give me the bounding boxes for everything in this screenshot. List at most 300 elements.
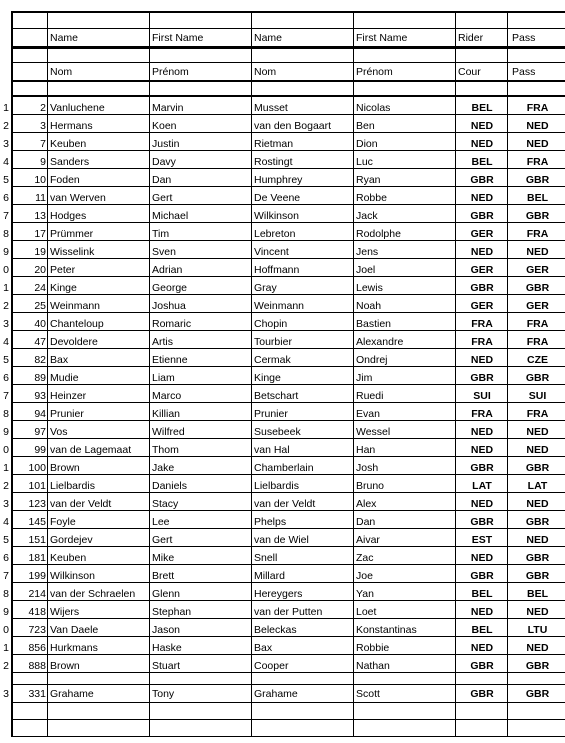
passenger-first-name: Aivar	[356, 534, 380, 546]
passenger-last-name: Lebreton	[254, 228, 296, 240]
row-index: 2	[3, 120, 9, 132]
row-index: 8	[3, 588, 9, 600]
horizontal-rule	[11, 95, 565, 97]
passenger-nationality: NED	[526, 426, 549, 438]
passenger-first-name: Alexandre	[356, 336, 404, 348]
passenger-last-name: Humphrey	[254, 174, 303, 186]
rider-number: 11	[35, 192, 46, 204]
row-index: 5	[3, 354, 9, 366]
vertical-rule	[251, 11, 252, 737]
rider-first-name: Dan	[152, 174, 172, 186]
rider-number: 13	[34, 210, 46, 222]
rider-last-name: Heinzer	[50, 390, 87, 402]
rider-last-name: Hermans	[50, 120, 93, 132]
header-name-1: Name	[50, 32, 79, 44]
horizontal-rule	[11, 80, 565, 82]
rider-first-name: Lee	[152, 516, 170, 528]
row-index: 9	[3, 426, 9, 438]
passenger-nationality: CZE	[527, 354, 548, 366]
passenger-nationality: NED	[526, 444, 549, 456]
row-index: 4	[3, 156, 9, 168]
rider-last-name: Grahame	[50, 688, 94, 700]
rider-last-name: Vos	[50, 426, 68, 438]
rider-number: 888	[28, 660, 46, 672]
rider-number: 7	[40, 138, 46, 150]
rider-last-name: van Werven	[50, 192, 106, 204]
passenger-first-name: Nicolas	[356, 102, 391, 114]
header-first-name-2: First Name	[356, 32, 408, 44]
horizontal-rule	[11, 736, 565, 737]
rider-first-name: Stacy	[152, 498, 179, 510]
horizontal-rule	[11, 222, 565, 223]
passenger-last-name: Tourbier	[254, 336, 292, 348]
header-nom-2: Nom	[254, 66, 277, 78]
passenger-last-name: Rietman	[254, 138, 294, 150]
rider-first-name: Marco	[152, 390, 182, 402]
passenger-nationality: NED	[526, 246, 549, 258]
rider-first-name: Haske	[152, 642, 182, 654]
passenger-last-name: Chamberlain	[254, 462, 314, 474]
passenger-nationality: GBR	[525, 688, 550, 700]
row-index: 1	[3, 282, 9, 294]
horizontal-rule	[11, 438, 565, 439]
passenger-first-name: Ryan	[356, 174, 381, 186]
row-index: 0	[3, 444, 9, 456]
horizontal-rule	[11, 474, 565, 475]
passenger-nationality: LAT	[527, 480, 548, 492]
passenger-last-name: Lielbardis	[254, 480, 299, 492]
passenger-last-name: Snell	[254, 552, 278, 564]
horizontal-rule	[11, 294, 565, 295]
rider-last-name: Sanders	[50, 156, 90, 168]
horizontal-rule	[11, 348, 565, 349]
header-name-2: Name	[254, 32, 283, 44]
table-row-extra	[0, 685, 565, 703]
rider-last-name: Peter	[50, 264, 76, 276]
rider-nationality: NED	[470, 120, 494, 132]
rider-last-name: Foyle	[50, 516, 76, 528]
horizontal-rule	[11, 114, 565, 115]
rider-nationality: NED	[470, 246, 494, 258]
rider-first-name: Daniels	[152, 480, 188, 492]
horizontal-rule	[11, 618, 565, 619]
passenger-first-name: Loet	[356, 606, 377, 618]
rider-last-name: Gordejev	[50, 534, 93, 546]
passenger-last-name: Prunier	[254, 408, 288, 420]
passenger-nationality: BEL	[527, 588, 548, 600]
passenger-nationality: GBR	[525, 552, 550, 564]
passenger-first-name: Ondrej	[356, 354, 388, 366]
row-index: 0	[3, 624, 9, 636]
rider-number: 89	[34, 372, 46, 384]
passenger-first-name: Zac	[356, 552, 374, 564]
rider-number: 418	[28, 606, 46, 618]
row-index: 6	[3, 372, 9, 384]
rider-number: 25	[34, 300, 46, 312]
passenger-nationality: FRA	[526, 102, 549, 114]
horizontal-rule	[11, 132, 565, 133]
row-index: 5	[3, 174, 9, 186]
rider-number: 47	[34, 336, 46, 348]
rider-last-name: Wilkinson	[50, 570, 95, 582]
rider-number: 199	[28, 570, 46, 582]
passenger-first-name: Jack	[356, 210, 378, 222]
rider-nationality: BEL	[471, 624, 493, 636]
passenger-nationality: GBR	[525, 282, 550, 294]
passenger-first-name: Noah	[356, 300, 382, 312]
passenger-last-name: Rostingt	[254, 156, 293, 168]
rider-first-name: Joshua	[152, 300, 186, 312]
rider-number: 123	[28, 498, 46, 510]
horizontal-rule	[11, 600, 565, 601]
rider-nationality: NED	[470, 354, 494, 366]
horizontal-rule	[11, 564, 565, 565]
vertical-rule	[455, 11, 456, 737]
passenger-first-name: Ruedi	[356, 390, 384, 402]
row-index: 6	[3, 552, 9, 564]
row-index: 3	[3, 498, 9, 510]
horizontal-rule	[11, 186, 565, 187]
row-index: 2	[3, 480, 9, 492]
horizontal-rule	[11, 384, 565, 385]
rider-last-name: Foden	[50, 174, 80, 186]
rider-first-name: Artis	[152, 336, 173, 348]
row-index: 2	[3, 660, 9, 672]
rider-last-name: van de Lagemaat	[50, 444, 132, 456]
header-pass-fr: Pass	[512, 66, 536, 78]
rider-nationality: GBR	[470, 174, 494, 186]
rider-last-name: Keuben	[50, 138, 87, 150]
rider-nationality: NED	[470, 138, 494, 150]
rider-first-name: Brett	[152, 570, 175, 582]
rider-number: 9	[40, 156, 46, 168]
horizontal-rule	[11, 168, 565, 169]
passenger-first-name: Dion	[356, 138, 378, 150]
passenger-first-name: Wessel	[356, 426, 391, 438]
row-index: 1	[3, 102, 9, 114]
rider-first-name: Jake	[152, 462, 175, 474]
rider-first-name: Romaric	[152, 318, 192, 330]
horizontal-rule	[11, 366, 565, 367]
passenger-nationality: GER	[526, 264, 549, 276]
rider-last-name: Brown	[50, 462, 80, 474]
vertical-rule	[11, 11, 13, 737]
rider-nationality: BEL	[471, 588, 493, 600]
horizontal-rule	[11, 582, 565, 583]
rider-last-name: Keuben	[50, 552, 87, 564]
rider-last-name: Vanluchene	[50, 102, 105, 114]
row-index: 7	[3, 390, 9, 402]
row-index: 4	[3, 516, 9, 528]
passenger-first-name: Scott	[356, 688, 380, 700]
rider-first-name: Sven	[152, 246, 176, 258]
rider-nationality: NED	[470, 642, 494, 654]
passenger-nationality: NED	[526, 534, 549, 546]
passenger-first-name: Jim	[356, 372, 373, 384]
passenger-nationality: NED	[526, 138, 549, 150]
header-prenom-1: Prénom	[152, 66, 189, 78]
row-index: 1	[3, 642, 9, 654]
passenger-last-name: Musset	[254, 102, 288, 114]
rider-number: 3	[40, 120, 46, 132]
rider-number: 2	[40, 102, 46, 114]
passenger-first-name: Nathan	[356, 660, 390, 672]
rider-first-name: Tony	[152, 688, 175, 700]
rider-number: 856	[28, 642, 46, 654]
rider-first-name: Jason	[152, 624, 181, 636]
rider-first-name: Gert	[152, 192, 173, 204]
rider-last-name: Hurkmans	[50, 642, 98, 654]
rider-number: 99	[34, 444, 46, 456]
row-index: 3	[3, 138, 9, 150]
passenger-last-name: Grahame	[254, 688, 298, 700]
rider-last-name: Chanteloup	[50, 318, 104, 330]
rider-nationality: EST	[471, 534, 493, 546]
rider-number: 723	[28, 624, 46, 636]
row-index: 7	[3, 570, 9, 582]
rider-number: 94	[34, 408, 46, 420]
passenger-nationality: NED	[526, 606, 549, 618]
rider-number: 20	[34, 264, 46, 276]
passenger-first-name: Dan	[356, 516, 376, 528]
rider-last-name: Kinge	[50, 282, 77, 294]
rider-number: 100	[28, 462, 46, 474]
header-pass: Pass	[512, 32, 536, 44]
rider-last-name: Mudie	[50, 372, 79, 384]
passenger-nationality: LTU	[527, 624, 548, 636]
rider-nationality: NED	[470, 552, 494, 564]
passenger-first-name: Lewis	[356, 282, 383, 294]
rider-nationality: FRA	[471, 408, 493, 420]
passenger-last-name: Vincent	[254, 246, 289, 258]
row-index: 2	[3, 300, 9, 312]
passenger-nationality: GBR	[525, 174, 550, 186]
row-index: 5	[3, 534, 9, 546]
rider-nationality: FRA	[471, 336, 493, 348]
rider-nationality: GER	[470, 228, 494, 240]
horizontal-rule	[11, 330, 565, 331]
passenger-last-name: Beleckas	[254, 624, 297, 636]
rider-first-name: Thom	[152, 444, 179, 456]
rider-number: 82	[34, 354, 46, 366]
header-first-name-1: First Name	[152, 32, 204, 44]
passenger-last-name: Weinmann	[254, 300, 304, 312]
rider-first-name: Glenn	[152, 588, 181, 600]
passenger-nationality: GBR	[525, 372, 550, 384]
passenger-nationality: NED	[526, 120, 549, 132]
rider-nationality: BEL	[471, 156, 493, 168]
passenger-last-name: Cooper	[254, 660, 289, 672]
row-index: 9	[3, 246, 9, 258]
horizontal-rule	[11, 636, 565, 637]
rider-number: 214	[28, 588, 46, 600]
horizontal-rule	[11, 420, 565, 421]
passenger-first-name: Josh	[356, 462, 379, 474]
vertical-rule	[47, 11, 48, 737]
row-index: 9	[3, 606, 9, 618]
rider-first-name: Gert	[152, 534, 173, 546]
passenger-nationality: GBR	[525, 462, 550, 474]
rider-first-name: Killian	[152, 408, 181, 420]
passenger-nationality: FRA	[526, 336, 549, 348]
rider-last-name: Prümmer	[50, 228, 94, 240]
header-nom-1: Nom	[50, 66, 73, 78]
passenger-first-name: Evan	[356, 408, 380, 420]
rider-last-name: Van Daele	[50, 624, 99, 636]
horizontal-rule	[11, 546, 565, 547]
passenger-nationality: GBR	[525, 660, 550, 672]
rider-first-name: Stuart	[152, 660, 181, 672]
rider-nationality: GBR	[470, 516, 494, 528]
passenger-last-name: Betschart	[254, 390, 299, 402]
rider-nationality: NED	[470, 426, 494, 438]
passenger-last-name: Kinge	[254, 372, 281, 384]
header-row-french	[0, 63, 565, 81]
rider-number: 19	[34, 246, 46, 258]
passenger-first-name: Robbie	[356, 642, 390, 654]
passenger-last-name: Hoffmann	[254, 264, 300, 276]
rider-number: 40	[34, 318, 46, 330]
rider-nationality: GER	[470, 264, 494, 276]
passenger-nationality: NED	[526, 642, 549, 654]
rider-last-name: Wijers	[50, 606, 80, 618]
passenger-first-name: Bruno	[356, 480, 385, 492]
rider-number: 101	[28, 480, 46, 492]
rider-first-name: Liam	[152, 372, 175, 384]
horizontal-rule	[11, 684, 565, 685]
horizontal-rule	[11, 510, 565, 511]
horizontal-rule	[11, 456, 565, 457]
rider-nationality: GBR	[470, 372, 494, 384]
passenger-nationality: GER	[526, 300, 549, 312]
passenger-nationality: NED	[526, 498, 549, 510]
passenger-first-name: Ben	[356, 120, 375, 132]
row-index: 1	[3, 462, 9, 474]
rider-number: 10	[34, 174, 46, 186]
horizontal-rule	[11, 204, 565, 205]
horizontal-rule	[11, 719, 565, 720]
horizontal-rule	[11, 46, 565, 49]
passenger-last-name: van den Bogaart	[254, 120, 332, 132]
passenger-last-name: Susebeek	[254, 426, 301, 438]
rider-nationality: NED	[470, 498, 494, 510]
passenger-last-name: Cermak	[254, 354, 291, 366]
passenger-nationality: GBR	[525, 516, 550, 528]
horizontal-rule	[11, 702, 565, 703]
passenger-first-name: Bastien	[356, 318, 392, 330]
vertical-rule	[353, 11, 354, 737]
rider-nationality: GER	[470, 300, 494, 312]
horizontal-rule	[11, 492, 565, 493]
horizontal-rule	[11, 528, 565, 529]
passenger-first-name: Robbe	[356, 192, 387, 204]
rider-last-name: van der Veldt	[50, 498, 112, 510]
row-index: 4	[3, 336, 9, 348]
passenger-nationality: FRA	[526, 156, 549, 168]
horizontal-rule	[11, 150, 565, 151]
passenger-first-name: Joel	[356, 264, 376, 276]
rider-nationality: FRA	[471, 318, 493, 330]
rider-nationality: GBR	[470, 462, 494, 474]
passenger-nationality: GBR	[525, 570, 550, 582]
passenger-last-name: Hereygers	[254, 588, 303, 600]
horizontal-rule	[11, 240, 565, 241]
rider-nationality: NED	[470, 444, 494, 456]
rider-number: 24	[34, 282, 46, 294]
passenger-nationality: GBR	[525, 210, 550, 222]
header-cour: Cour	[458, 66, 481, 78]
passenger-last-name: van de Wiel	[254, 534, 309, 546]
rider-number: 17	[34, 228, 46, 240]
passenger-nationality: FRA	[526, 408, 549, 420]
header-rider: Rider	[458, 32, 484, 44]
header-prenom-2: Prénom	[356, 66, 393, 78]
rider-first-name: Justin	[152, 138, 180, 150]
passenger-first-name: Yan	[356, 588, 374, 600]
vertical-rule	[507, 11, 508, 737]
passenger-first-name: Jens	[356, 246, 379, 258]
row-index: 7	[3, 210, 9, 222]
row-index: 3	[3, 688, 9, 700]
horizontal-rule	[11, 11, 565, 13]
rider-last-name: Hodges	[50, 210, 87, 222]
passenger-nationality: BEL	[527, 192, 548, 204]
row-index: 8	[3, 408, 9, 420]
passenger-last-name: Phelps	[254, 516, 287, 528]
passenger-first-name: Joe	[356, 570, 373, 582]
passenger-first-name: Alex	[356, 498, 377, 510]
rider-first-name: Tim	[152, 228, 170, 240]
rider-first-name: Davy	[152, 156, 176, 168]
rider-first-name: Koen	[152, 120, 177, 132]
passenger-last-name: Wilkinson	[254, 210, 299, 222]
passenger-last-name: van der Veldt	[254, 498, 316, 510]
rider-last-name: Wisselink	[50, 246, 95, 258]
rider-number: 97	[34, 426, 46, 438]
rider-last-name: Lielbardis	[50, 480, 95, 492]
rider-nationality: NED	[470, 606, 494, 618]
rider-number: 181	[28, 552, 46, 564]
rider-first-name: Stephan	[152, 606, 192, 618]
passenger-last-name: van Hal	[254, 444, 290, 456]
rider-nationality: LAT	[472, 480, 492, 492]
horizontal-rule	[11, 402, 565, 403]
rider-number: 331	[28, 688, 46, 700]
rider-number: 151	[28, 534, 46, 546]
passenger-nationality: FRA	[526, 318, 549, 330]
passenger-nationality: SUI	[528, 390, 547, 402]
passenger-last-name: Gray	[254, 282, 277, 294]
row-index: 0	[3, 264, 9, 276]
passenger-last-name: De Veene	[254, 192, 301, 204]
rider-nationality: GBR	[470, 282, 494, 294]
rider-last-name: Prunier	[50, 408, 84, 420]
passenger-last-name: Millard	[254, 570, 285, 582]
passenger-first-name: Luc	[356, 156, 373, 168]
rider-first-name: Michael	[152, 210, 189, 222]
row-index: 6	[3, 192, 9, 204]
row-index: 3	[3, 318, 9, 330]
passenger-last-name: Bax	[254, 642, 273, 654]
row-index: 8	[3, 228, 9, 240]
rider-last-name: Brown	[50, 660, 80, 672]
rider-last-name: Bax	[50, 354, 69, 366]
rider-first-name: Wilfred	[152, 426, 185, 438]
horizontal-rule	[11, 28, 565, 29]
rider-nationality: NED	[470, 192, 494, 204]
horizontal-rule	[11, 62, 565, 63]
rider-number: 145	[28, 516, 46, 528]
